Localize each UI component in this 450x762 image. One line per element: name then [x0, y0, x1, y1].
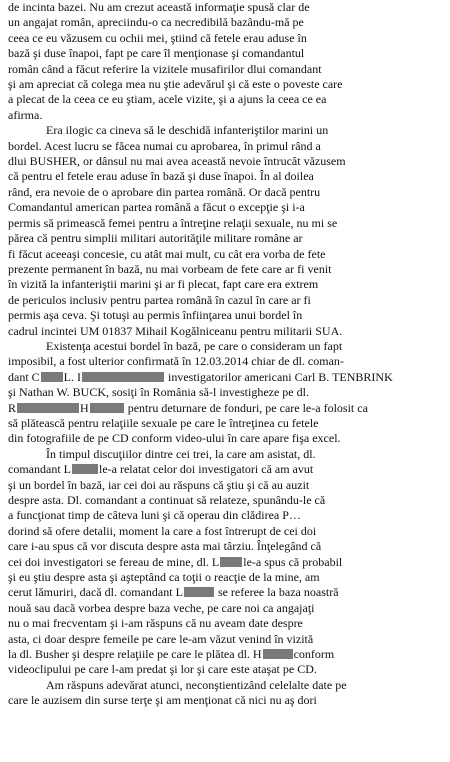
redaction-box: [17, 403, 79, 413]
text-line: şi Nathan W. BUCK, sosiţi în România să-l investigheze pe dl.: [8, 385, 309, 400]
paragraph-3: [8, 339, 444, 447]
text-line: să plătească pentru relaţiile sexuale pe care le întreţinea cu fetele: [8, 415, 319, 430]
text-fragment: L. I: [63, 369, 81, 384]
text-line: permis aşa ceva. Şi totuşi au permis înfiinţarea unui bordel în: [8, 308, 303, 323]
text-fragment: R: [8, 400, 17, 415]
text-line: Era ilogic ca cineva să le deschidă infanteriştilor marini un: [46, 123, 329, 138]
text-fragment: cerut lămuriri, dacă dl. comandant L: [8, 585, 183, 600]
text-line: un angajat român, apreciindu-o ca necredibilă bazându-mă pe: [8, 15, 304, 30]
text-line: de periculos inclusiv pentru partea română în cazul în care ar fi: [8, 292, 311, 307]
text-line: nouă sau dacă vorbea despre baza veche, pe care noi ca angajaţi: [8, 600, 315, 615]
text-fragment: la dl. Busher şi despre relaţiile pe care le plătea dl. H: [8, 647, 262, 662]
text-line: cadrul incintei UM 01837 Mihail Kogălniceanu pentru militarii SUA.: [8, 323, 343, 338]
text-fragment: comandant L: [8, 462, 71, 477]
redaction-box: [82, 372, 164, 382]
text-line: şi am apreciat că colega mea nu ştie adevărul şi că este o poveste care: [8, 77, 343, 92]
text-line: [8, 647, 444, 662]
text-fragment: le-a spus că probabil: [243, 554, 343, 569]
text-line: român când a făcut referire la vizitele musafirilor dlui comandant: [8, 61, 322, 76]
text-line: Comandantul american partea română a făcut o excepţie şi i-a: [8, 200, 305, 215]
redaction-box: [72, 464, 98, 474]
text-line: imposibil, a fost ulterior confirmată în 12.03.2014 chiar de dl. coman-: [8, 354, 344, 369]
text-line: [8, 462, 444, 477]
text-line: dlui BUSHER, or dânsul nu mai avea această nevoie întrucât văzusem: [8, 154, 346, 169]
redaction-box: [263, 649, 293, 659]
redaction-box: [184, 587, 214, 597]
text-line: şi un bordel în bază, iar cei doi au răspuns că ştiu şi că au auzit: [8, 477, 310, 492]
text-fragment: se referee la baza noastră: [217, 585, 339, 600]
paragraph-4: [8, 447, 444, 678]
text-line: în vizită la infanteriştii marini şi ar fi plecat, fapt care era extrem: [8, 277, 319, 292]
text-line: că pentru el fetele erau aduse în bază şi duse înapoi. În al doilea: [8, 169, 314, 184]
text-fragment: cei doi investigatori se fereau de mine, dl. L: [8, 554, 220, 569]
text-line: a funcţionat timp de câteva luni şi că operau din clădirea P…: [8, 508, 301, 523]
text-line: bază şi duse înapoi, fapt pe care îl menţionase şi comandantul: [8, 46, 305, 61]
text-line: [8, 555, 444, 570]
redaction-box: [220, 557, 242, 567]
text-line: afirma.: [8, 107, 43, 122]
text-fragment: H: [80, 400, 89, 415]
paragraph-2: [8, 123, 444, 339]
text-line: [8, 370, 444, 385]
text-line: permis să primească femei pentru a întreţine relaţii sexuale, nu mi se: [8, 215, 338, 230]
text-line: a plecat de la ceea ce eu ştiam, acele vizite, şi a ajuns la ceea ce ea: [8, 92, 327, 107]
text-line: În timpul discuţiilor dintre cei trei, la care am asistat, dl.: [46, 446, 316, 461]
text-line: şi eu ştiu despre asta şi aşteptând ca toţii o reacţie de la mine, am: [8, 570, 320, 585]
text-fragment: investigatorilor americani Carl B. TENBRINK: [168, 369, 393, 384]
paragraph-1: [8, 0, 444, 123]
text-line: care le auzisem din surse terţe şi am menţionat că nici nu aş dori: [8, 693, 317, 708]
text-line: din fotografiile de pe CD conform video-ului în care apare fişa excel.: [8, 431, 341, 446]
text-line: nu o mai frecventam şi i-am răspuns că nu aveam date despre: [8, 616, 303, 631]
text-line: [8, 401, 444, 416]
text-line: care i-au spus că vor discuta despre asta mai târziu. Înţelegând că: [8, 539, 322, 554]
text-line: părea că pentru simplii militari autorităţile militare române ar: [8, 231, 303, 246]
paragraph-5: [8, 678, 444, 709]
text-line: fi făcut aceeaşi concesie, cu atât mai mult, cu cât era vorba de fete: [8, 246, 326, 261]
text-line: videoclipului pe care l-am predat şi lor şi care este ataşat pe CD.: [8, 662, 317, 677]
redaction-box: [90, 403, 124, 413]
text-line: Am răspuns adevărat atunci, neconştientizând celelalte date pe: [46, 677, 347, 692]
text-fragment: le-a relatat celor doi investigatori că am avut: [98, 462, 314, 477]
text-fragment: conform: [293, 647, 335, 662]
text-line: prezente permanent în bază, nu mai vorbeam de fete care ar fi venit: [8, 261, 332, 276]
text-line: [8, 585, 444, 600]
text-line: asta, ci doar despre femeile pe care le-am văzut venind în vizită: [8, 631, 314, 646]
text-line: bordel. Acest lucru se făcea numai cu aprobarea, în primul rând a: [8, 138, 321, 153]
redaction-box: [41, 372, 63, 382]
text-line: ceea ce eu văzusem cu ochii mei, ştiind că fetele erau aduse în: [8, 30, 307, 45]
text-fragment: pentru deturnare de fonduri, pe care le-a folosit ca: [127, 400, 368, 415]
text-line: de incinta bazei. Nu am crezut această informaţie spusă clar de: [8, 0, 310, 14]
text-line: despre asta. Dl. comandant a continuat să relateze, spunându-le că: [8, 493, 326, 507]
text-fragment: dant C: [8, 369, 40, 384]
text-line: Existenţa acestui bordel în bază, pe care o consideram un fapt: [46, 338, 343, 353]
text-line: dorind să ofere detalii, moment la care a fost întrerupt de cei doi: [8, 523, 317, 538]
text-line: rând, era nevoie de o aprobare din partea română. Or dacă pentru: [8, 184, 321, 199]
